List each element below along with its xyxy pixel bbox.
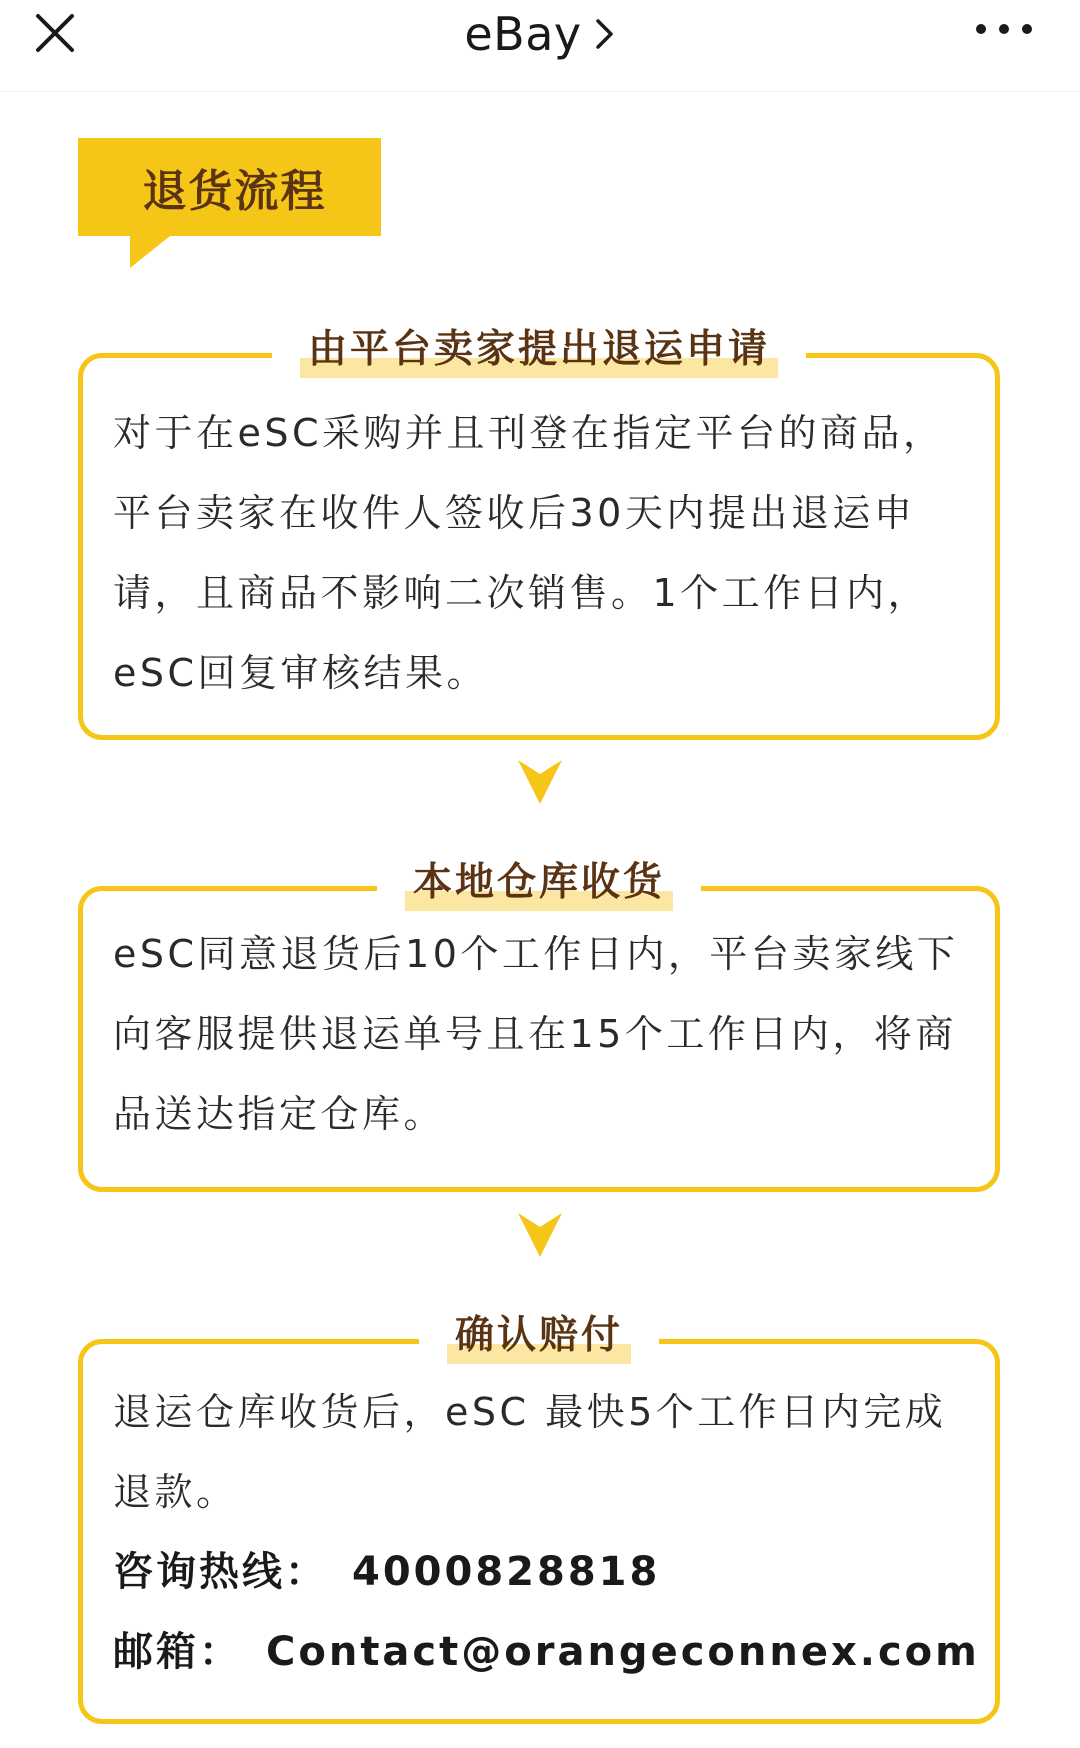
step-content — [113, 1372, 980, 1692]
hotline-row — [113, 1532, 969, 1612]
step-description: 退运仓库收货后，eSC 最快5个工作日内完成退款。 — [113, 1390, 947, 1514]
top-nav-bar — [0, 0, 1080, 92]
down-arrow-icon — [518, 760, 562, 804]
email-label: 邮箱： — [113, 1629, 242, 1675]
step-card-apply — [78, 327, 1000, 740]
page-title: eBay — [464, 7, 582, 61]
page-title-button[interactable] — [0, 5, 1080, 63]
dot — [976, 24, 986, 34]
email-address[interactable]: Contact@orangeconnex.com — [266, 1629, 980, 1675]
step-title: 确认赔付 — [419, 1306, 659, 1366]
section-header-tag — [78, 138, 381, 236]
dot — [1022, 24, 1032, 34]
hotline-label: 咨询热线： — [113, 1549, 328, 1595]
dot — [999, 24, 1009, 34]
speech-tail-shape — [130, 236, 170, 268]
hotline-number[interactable]: 4000828818 — [352, 1549, 661, 1595]
email-row — [113, 1612, 980, 1692]
down-arrow-icon — [518, 1213, 562, 1257]
step-description: eSC同意退货后10个工作日内，平台卖家线下向客服提供退运单号且在15个工作日内，将商品送达指定仓库。 — [113, 932, 959, 1136]
step-title: 本地仓库收货 — [377, 853, 701, 913]
chevron-right-icon — [594, 17, 616, 51]
step-card-compensation — [78, 1313, 1000, 1724]
more-dots-icon[interactable] — [976, 18, 1032, 40]
step-description: 对于在eSC采购并且刊登在指定平台的商品，平台卖家在收件人签收后30天内提出退运申请，且商品不影响二次销售。1个工作日内，eSC回复审核结果。 — [113, 411, 945, 695]
step-title: 由平台卖家提出退运申请 — [272, 320, 806, 380]
step-card-warehouse — [78, 860, 1000, 1192]
section-title: 退货流程 — [142, 166, 327, 217]
